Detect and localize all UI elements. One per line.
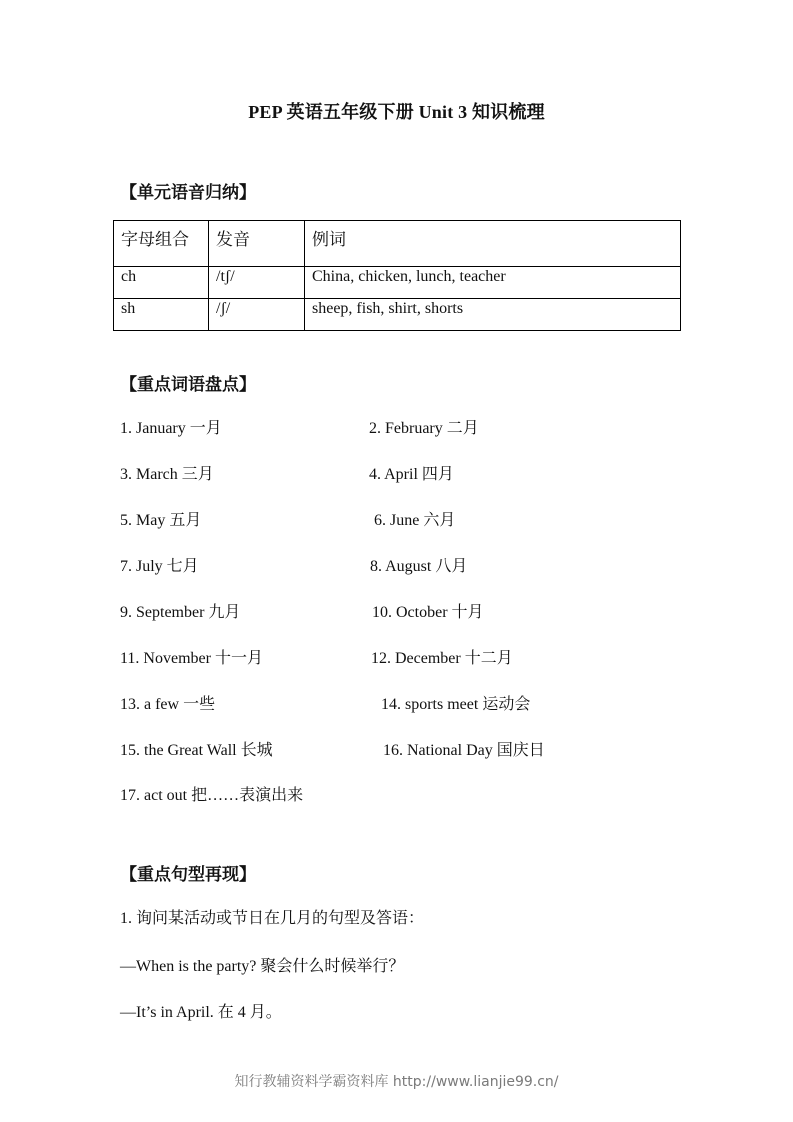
vocab-item: 9. September 九月 [120,604,241,621]
phonics-table-row [114,267,681,299]
cell-example-words: sheep, fish, shirt, shorts [305,299,681,331]
sentence-section-heading: 【重点句型再现】 [120,865,256,885]
cell-example-words: China, chicken, lunch, teacher [305,267,681,299]
cell-pronunciation: /ʃ/ [209,299,305,331]
sentence-pattern-heading: 1. 询问某活动或节日在几月的句型及答语： [120,910,425,927]
phonics-table-row [114,299,681,331]
vocab-item: 11. November 十一月 [120,650,263,667]
header-pronunciation: 发音 [209,221,305,267]
header-letter-combo: 字母组合 [114,221,209,267]
header-example-words: 例词 [305,221,681,267]
vocab-item: 2. February 二月 [369,420,479,437]
vocab-item: 16. National Day 国庆日 [383,742,545,759]
vocab-item: 4. April 四月 [369,466,454,483]
vocab-item: 6. June 六月 [374,512,456,529]
vocab-item: 1. January 一月 [120,420,222,437]
vocab-item: 8. August 八月 [370,558,468,575]
cell-letter-combo: ch [114,267,209,299]
phonics-table [113,220,681,331]
vocab-item: 13. a few 一些 [120,696,216,713]
document-title: PEP 英语五年级下册 Unit 3 知识梳理 [248,102,545,122]
vocab-item: 3. March 三月 [120,466,214,483]
vocab-item: 15. the Great Wall 长城 [120,742,273,759]
example-answer: —It’s in April. 在 4 月。 [120,1004,282,1021]
vocab-section-heading: 【重点词语盘点】 [120,375,256,395]
vocab-item: 7. July 七月 [120,558,199,575]
vocab-item: 5. May 五月 [120,512,202,529]
vocab-item: 14. sports meet 运动会 [381,696,531,713]
cell-letter-combo: sh [114,299,209,331]
example-question: —When is the party? 聚会什么时候举行？ [120,958,405,975]
vocab-item: 10. October 十月 [372,604,484,621]
cell-pronunciation: /tʃ/ [209,267,305,299]
footer-watermark: 知行教辅资料学霸资料库 http://www.lianjie99.cn/ [234,1074,559,1090]
phonics-table-header-row [114,221,681,267]
phonics-section-heading: 【单元语音归纳】 [120,183,256,203]
vocab-item: 12. December 十二月 [371,650,513,667]
vocab-item: 17. act out 把……表演出来 [120,787,304,804]
